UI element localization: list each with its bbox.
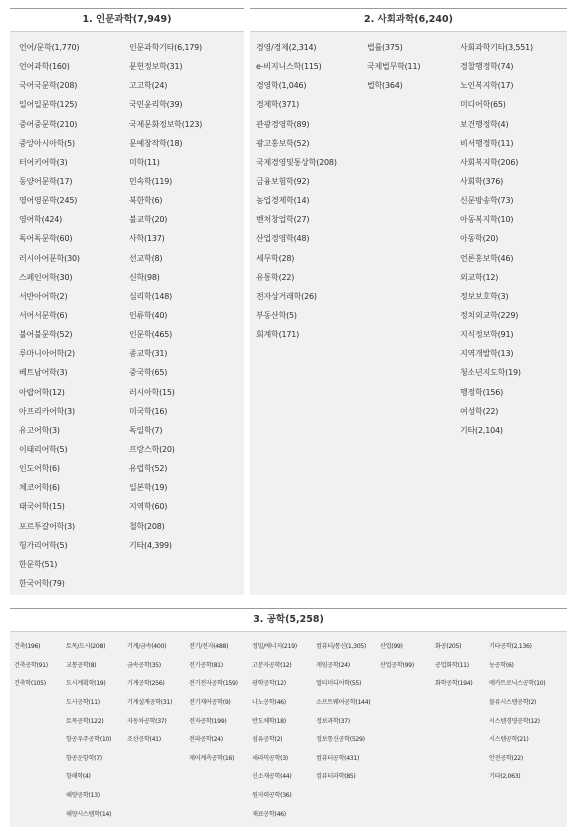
list-item[interactable]: 경제학(371) xyxy=(256,100,300,110)
list-item[interactable]: 경찰행정학(74) xyxy=(460,62,514,72)
list-item[interactable]: 사회복지학(206) xyxy=(460,157,519,167)
list-item[interactable]: 미국학(16) xyxy=(129,406,168,416)
list-item[interactable]: 정보통신공학(529) xyxy=(316,736,365,744)
list-item[interactable]: 유럽학(52) xyxy=(129,464,168,474)
list-item[interactable]: 종교학(31) xyxy=(129,349,168,359)
panel-social-science xyxy=(250,8,567,595)
panel-engineering xyxy=(10,608,567,827)
list-item[interactable]: 아동복지학(10) xyxy=(460,215,514,225)
list-item[interactable]: 이태리어학(5) xyxy=(19,444,68,454)
column xyxy=(127,638,172,750)
list-item[interactable]: 멀티미디어학(55) xyxy=(316,680,362,688)
list-item[interactable]: 신문방송학(73) xyxy=(460,196,514,206)
list-item[interactable]: 중앙아시아학(5) xyxy=(19,138,75,148)
list-item[interactable]: 컴퓨터/통신(1,305) xyxy=(316,643,366,650)
list-item[interactable]: 화학공학(194) xyxy=(435,680,473,688)
list-item[interactable]: 인문학(465) xyxy=(129,330,173,340)
list-item[interactable]: 철학(208) xyxy=(129,521,165,531)
column xyxy=(189,638,238,768)
column xyxy=(256,38,337,344)
list-item[interactable]: 심리학(148) xyxy=(129,291,173,301)
list-item[interactable]: 국민윤리학(39) xyxy=(129,100,183,110)
list-item[interactable]: 조선공학(41) xyxy=(127,736,161,744)
list-item[interactable]: 사회학(376) xyxy=(460,176,504,186)
list-item[interactable]: 외교학(12) xyxy=(460,272,499,282)
list-item[interactable]: 나노공학(46) xyxy=(252,698,286,706)
list-item[interactable]: 유고어학(3) xyxy=(19,425,60,435)
list-item[interactable]: 교통공학(8) xyxy=(66,661,97,669)
list-item[interactable]: 물류시스템공학(2) xyxy=(489,698,537,706)
list-item[interactable]: 청소년지도학(19) xyxy=(460,368,521,378)
list-item[interactable]: 컴퓨터과학(85) xyxy=(316,773,356,781)
list-item[interactable]: 기계/금속(400) xyxy=(127,643,167,650)
list-item[interactable]: 관광경영학(89) xyxy=(256,119,310,129)
list-item[interactable]: 산업(99) xyxy=(380,643,403,650)
list-item[interactable]: 미학(11) xyxy=(129,157,160,167)
list-item[interactable]: 광고홍보학(52) xyxy=(256,138,310,148)
list-item[interactable]: 기타(2,063) xyxy=(489,773,521,781)
list-item[interactable]: 정보보호학(3) xyxy=(460,291,509,301)
list-item[interactable]: 지역개발학(13) xyxy=(460,349,514,359)
list-item[interactable]: 언론홍보학(46) xyxy=(460,253,514,263)
list-item[interactable]: 시스템공학(21) xyxy=(489,736,529,744)
list-item[interactable]: 기계설계공학(31) xyxy=(127,698,173,706)
list-item[interactable]: 영어학(424) xyxy=(19,215,63,225)
list-item[interactable]: 공업화학(11) xyxy=(435,661,469,669)
column xyxy=(66,638,111,824)
list-item[interactable]: 고고학(24) xyxy=(129,81,168,91)
column xyxy=(380,638,414,675)
list-item[interactable]: 법학(364) xyxy=(367,81,403,91)
list-item[interactable]: 화공(205) xyxy=(435,643,462,650)
list-item[interactable]: 항공우주공학(10) xyxy=(66,736,112,744)
list-item[interactable]: 사학(137) xyxy=(129,234,165,244)
list-item[interactable]: 러시아학(15) xyxy=(129,387,175,397)
list-item[interactable]: 노인복지학(17) xyxy=(460,81,514,91)
panel-body xyxy=(10,32,244,595)
column xyxy=(460,38,533,440)
list-item[interactable]: 광학공학(12) xyxy=(252,680,286,688)
list-item[interactable]: 법률(375) xyxy=(367,43,403,52)
list-item[interactable]: 정밀/에너지(219) xyxy=(252,643,297,650)
panel-body xyxy=(10,632,567,827)
list-item[interactable]: 인도어학(6) xyxy=(19,464,60,474)
list-item[interactable]: 불어불문학(52) xyxy=(19,330,73,340)
list-item[interactable]: 서어서문학(6) xyxy=(19,310,68,320)
column xyxy=(129,38,202,555)
list-item[interactable]: 농업경제학(14) xyxy=(256,196,310,206)
list-item[interactable]: 일본학(19) xyxy=(129,483,168,493)
list-item[interactable]: 문예창작학(18) xyxy=(129,138,183,148)
list-item[interactable]: 선교학(8) xyxy=(129,253,163,263)
list-item[interactable]: 건축(196) xyxy=(14,643,41,650)
list-item[interactable]: 스페인어학(30) xyxy=(19,272,73,282)
list-item[interactable]: 산업공학(99) xyxy=(380,661,414,669)
column xyxy=(252,638,297,824)
list-item[interactable]: 경영학(1,046) xyxy=(256,81,307,91)
list-item[interactable]: 중어중문학(210) xyxy=(19,119,78,129)
list-item[interactable]: 국제법무학(11) xyxy=(367,62,421,72)
list-item[interactable]: 도시계획학(19) xyxy=(66,680,106,688)
list-item[interactable]: 태국어학(15) xyxy=(19,502,65,512)
list-item[interactable]: 서반아어학(2) xyxy=(19,291,68,301)
list-item[interactable]: 세무학(28) xyxy=(256,253,295,263)
list-item[interactable]: 민속학(119) xyxy=(129,176,173,186)
list-item[interactable]: 아랍어학(12) xyxy=(19,387,65,397)
list-item[interactable]: 아동학(20) xyxy=(460,234,499,244)
list-item[interactable]: 세라믹공학(3) xyxy=(252,754,288,762)
list-item[interactable]: 터어키어학(3) xyxy=(19,157,68,167)
list-item[interactable]: 컴퓨터공학(431) xyxy=(316,754,360,762)
list-item[interactable]: 체코어학(6) xyxy=(19,483,60,493)
list-item[interactable]: 기타(2,104) xyxy=(460,425,503,435)
list-item[interactable]: 인문과학기타(6,179) xyxy=(129,43,202,52)
list-item[interactable]: 항해학(4) xyxy=(66,773,91,781)
list-item[interactable]: 산업경영학(48) xyxy=(256,234,310,244)
list-item[interactable]: 해양공학(13) xyxy=(66,792,100,800)
column xyxy=(489,638,545,787)
list-item[interactable]: 원자력공학(36) xyxy=(252,792,292,800)
list-item[interactable]: 언어과학(160) xyxy=(19,62,70,72)
list-item[interactable]: 루마니아어학(2) xyxy=(19,349,75,359)
list-item[interactable]: 문헌정보학(31) xyxy=(129,62,183,72)
list-item[interactable]: 신소재공학(44) xyxy=(252,773,292,781)
list-item[interactable]: 안전공학(22) xyxy=(489,754,523,762)
list-item[interactable]: 벤처창업학(27) xyxy=(256,215,310,225)
list-item[interactable]: 한국어학(79) xyxy=(19,578,65,588)
list-item[interactable]: 건축학(105) xyxy=(14,680,46,688)
list-item[interactable]: 건축공학(91) xyxy=(14,661,48,669)
list-item[interactable]: 일어일문학(125) xyxy=(19,100,78,110)
list-item[interactable]: 인류학(40) xyxy=(129,310,168,320)
list-item[interactable]: 토목공학(122) xyxy=(66,717,104,725)
panel-title: 1. 인문과학(7,949) xyxy=(10,9,244,32)
panel-body xyxy=(250,32,567,595)
list-item[interactable]: 영어영문학(245) xyxy=(19,196,78,206)
list-item[interactable]: 불교학(20) xyxy=(129,215,168,225)
panel-humanities xyxy=(10,8,244,595)
list-item[interactable]: 독일학(7) xyxy=(129,425,163,435)
list-item[interactable]: 섬유공학(2) xyxy=(252,736,283,744)
list-item[interactable]: 신학(98) xyxy=(129,272,160,282)
list-item[interactable]: e-비지니스학(115) xyxy=(256,62,322,72)
list-item[interactable]: 아프리카어학(3) xyxy=(19,406,75,416)
list-item[interactable]: 기계공학(256) xyxy=(127,680,165,688)
list-item[interactable]: 회계학(171) xyxy=(256,330,300,340)
column xyxy=(435,638,472,694)
list-item[interactable]: 베트남어학(3) xyxy=(19,368,68,378)
list-item[interactable]: 포르투갈어학(3) xyxy=(19,521,75,531)
panel-title: 3. 공학(5,258) xyxy=(10,609,567,632)
list-item[interactable]: 전자상거래학(26) xyxy=(256,291,317,301)
list-item[interactable]: 기타공학(2,136) xyxy=(489,643,532,650)
list-item[interactable]: 고분자공학(12) xyxy=(252,661,292,669)
list-item[interactable]: 프랑스학(20) xyxy=(129,444,175,454)
list-item[interactable]: 전기공학(81) xyxy=(189,661,223,669)
list-item[interactable]: 도시공학(11) xyxy=(66,698,100,706)
list-item[interactable]: 부동산학(5) xyxy=(256,310,297,320)
list-item[interactable]: 자동차공학(37) xyxy=(127,717,167,725)
column xyxy=(14,638,48,694)
list-item[interactable]: 전자공학(199) xyxy=(189,717,227,725)
list-item[interactable]: 비서행정학(11) xyxy=(460,138,514,148)
list-item[interactable]: 메카트로닉스공학(10) xyxy=(489,680,546,688)
list-item[interactable]: 반도체학(18) xyxy=(252,717,286,725)
list-item[interactable]: 지역학(60) xyxy=(129,502,168,512)
list-item[interactable]: 전기전자공학(159) xyxy=(189,680,238,688)
list-item[interactable]: 전기제어공학(9) xyxy=(189,698,231,706)
list-item[interactable]: 보건행정학(4) xyxy=(460,119,509,129)
list-item[interactable]: 토목/도시(208) xyxy=(66,643,106,650)
list-item[interactable]: 전파공학(24) xyxy=(189,736,223,744)
column xyxy=(19,38,80,593)
list-item[interactable]: 게임공학(24) xyxy=(316,661,350,669)
column xyxy=(316,638,370,787)
list-item[interactable]: 금속공학(35) xyxy=(127,661,161,669)
list-item[interactable]: 중국학(65) xyxy=(129,368,168,378)
list-item[interactable]: 항공운항학(7) xyxy=(66,754,102,762)
list-item[interactable]: 국제경영및통상학(208) xyxy=(256,157,337,167)
list-item[interactable]: 정치외교학(229) xyxy=(460,310,519,320)
list-item[interactable]: 전기/전자(488) xyxy=(189,643,229,650)
list-item[interactable]: 독어독문학(60) xyxy=(19,234,73,244)
list-item[interactable]: 시스템경영공학(12) xyxy=(489,717,540,725)
list-item[interactable]: 여성학(22) xyxy=(460,406,499,416)
list-item[interactable]: 정보과학(37) xyxy=(316,717,350,725)
list-item[interactable]: 지식정보학(91) xyxy=(460,330,514,340)
list-item[interactable]: 한문학(51) xyxy=(19,559,58,569)
list-item[interactable]: 해양시스템학(14) xyxy=(66,810,112,818)
list-item[interactable]: 러시아어문학(30) xyxy=(19,253,80,263)
list-item[interactable]: 기타(4,399) xyxy=(129,540,172,550)
list-item[interactable]: 행정학(156) xyxy=(460,387,504,397)
list-item[interactable]: 재료공학(46) xyxy=(252,810,286,818)
list-item[interactable]: 국제문화정보학(123) xyxy=(129,119,203,129)
list-item[interactable]: 경영/경제(2,314) xyxy=(256,43,317,52)
list-item[interactable]: 금융보험학(92) xyxy=(256,176,310,186)
list-item[interactable]: 소프트웨어공학(144) xyxy=(316,698,371,706)
list-item[interactable]: 국어국문학(208) xyxy=(19,81,78,91)
list-item[interactable]: 동양어문학(17) xyxy=(19,176,73,186)
list-item[interactable]: 농공학(6) xyxy=(489,661,514,669)
list-item[interactable]: 북한학(6) xyxy=(129,196,163,206)
list-item[interactable]: 언어/문학(1,770) xyxy=(19,43,80,52)
panel-title: 2. 사회과학(6,240) xyxy=(250,9,567,32)
list-item[interactable]: 헝가리어학(5) xyxy=(19,540,68,550)
list-item[interactable]: 제어계측공학(16) xyxy=(189,754,235,762)
column xyxy=(367,38,420,95)
list-item[interactable]: 유통학(22) xyxy=(256,272,295,282)
list-item[interactable]: 미디어학(65) xyxy=(460,100,506,110)
list-item[interactable]: 사회과학기타(3,551) xyxy=(460,43,533,52)
